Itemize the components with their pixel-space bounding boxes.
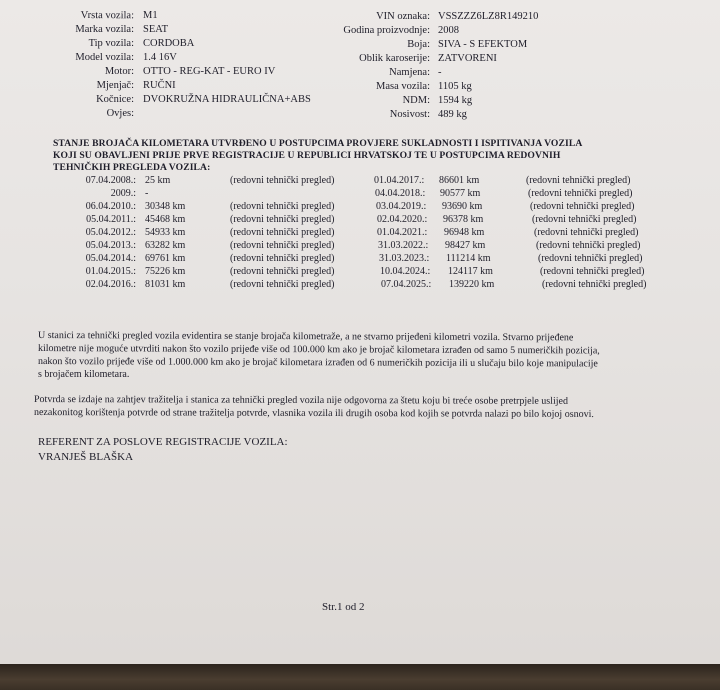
reading-km: 96378 km [443, 214, 484, 225]
label-godina-proizvodnje: Godina proizvodnje: [343, 25, 430, 36]
value-mjenjac: RUČNI [143, 80, 176, 91]
reading-type: (redovni tehnički pregled) [230, 214, 335, 225]
label-namjena: Namjena: [389, 67, 430, 78]
reading-type: (redovni tehnički pregled) [540, 266, 645, 277]
reading-type: (redovni tehnički pregled) [530, 201, 635, 212]
reading-km: 139220 km [449, 279, 495, 290]
reading-date: 05.04.2012.: [85, 227, 136, 238]
reading-type: (redovni tehnički pregled) [230, 175, 335, 186]
section-title-line: KOJI SU OBAVLJENI PRIJE PRVE REGISTRACIJE U REPUBLICI HRVATSKOJ TE U POSTUPCIMA REDOVNIH [53, 150, 561, 161]
reading-km: 75226 km [145, 266, 186, 277]
reading-type: (redovni tehnički pregled) [230, 266, 335, 277]
reading-type: (redovni tehnički pregled) [532, 214, 637, 225]
reading-km: 25 km [145, 175, 171, 186]
table-surface [0, 664, 720, 690]
value-godina-proizvodnje: 2008 [438, 25, 459, 36]
reading-date: 04.04.2018.: [375, 188, 426, 199]
reading-km: 30348 km [145, 201, 186, 212]
reading-km: 63282 km [145, 240, 186, 251]
reading-date: 02.04.2020.: [377, 214, 428, 225]
reading-date: 07.04.2025.: [381, 279, 432, 290]
value-vin: VSSZZZ6LZ8R149210 [438, 11, 539, 22]
label-marka-vozila: Marka vozila: [75, 24, 134, 35]
value-nosivost: 489 kg [438, 109, 467, 120]
label-ovjes: Ovjes: [106, 108, 134, 119]
reading-date: 03.04.2019.: [376, 201, 427, 212]
value-boja: SIVA - S EFEKTOM [438, 39, 528, 50]
value-namjena: - [438, 67, 442, 78]
reading-date: 05.04.2014.: [85, 253, 136, 264]
reading-date: 31.03.2022.: [378, 240, 429, 251]
reading-km: 111214 km [446, 253, 491, 264]
reading-km: - [145, 188, 149, 199]
reading-date: 01.04.2021.: [377, 227, 428, 238]
reading-date: 05.04.2013.: [85, 240, 136, 251]
reading-km: 124117 km [448, 266, 493, 277]
reading-type: (redovni tehnički pregled) [538, 253, 643, 264]
reading-date: 01.04.2017.: [374, 175, 425, 186]
reading-date: 07.04.2008.: [85, 175, 136, 186]
value-oblik-karoserije: ZATVORENI [438, 53, 497, 64]
label-masa-vozila: Masa vozila: [376, 81, 430, 92]
paragraph-line: s brojačem kilometara. [38, 369, 130, 380]
reading-type: (redovni tehnički pregled) [542, 279, 647, 290]
signature-role: REFERENT ZA POSLOVE REGISTRACIJE VOZILA: [38, 436, 288, 448]
reading-km: 69761 km [145, 253, 186, 264]
value-tip-vozila: CORDOBA [143, 38, 195, 49]
value-marka-vozila: SEAT [143, 24, 169, 35]
reading-date: 02.04.2016.: [85, 279, 136, 290]
reading-km: 54933 km [145, 227, 186, 238]
reading-date: 06.04.2010.: [85, 201, 136, 212]
reading-date: 10.04.2024.: [380, 266, 431, 277]
reading-date: 05.04.2011.: [86, 214, 136, 225]
label-nosivost: Nosivost: [389, 109, 430, 120]
reading-date: 31.03.2023.: [379, 253, 430, 264]
section-title-line: STANJE BROJAČA KILOMETARA UTVRĐENO U POSTUPCIMA PROVJERE SUKLADNOSTI I ISPITIVANJA VOZILA [53, 138, 583, 149]
reading-type: (redovni tehnički pregled) [230, 201, 335, 212]
label-motor: Motor: [104, 66, 134, 77]
reading-km: 81031 km [145, 279, 186, 290]
reading-km: 93690 km [442, 201, 483, 212]
value-vrsta-vozila: M1 [143, 10, 158, 21]
value-motor: OTTO - REG-KAT - EURO IV [143, 66, 276, 77]
label-boja: Boja: [407, 39, 430, 50]
reading-type: (redovni tehnički pregled) [230, 227, 335, 238]
label-tip-vozila: Tip vozila: [88, 38, 134, 49]
label-vin: VIN oznaka: [376, 11, 430, 22]
section-title-line: TEHNIČKIH PREGLEDA VOZILA: [53, 162, 211, 173]
reading-type: (redovni tehnički pregled) [528, 188, 633, 199]
value-model-vozila: 1.4 16V [143, 52, 177, 63]
reading-type: (redovni tehnički pregled) [526, 175, 631, 186]
label-oblik-karoserije: Oblik karoserije: [359, 53, 430, 64]
value-kocnice: DVOKRUŽNA HIDRAULIČNA+ABS [143, 94, 311, 105]
reading-type: (redovni tehnički pregled) [230, 240, 335, 251]
label-mjenjac: Mjenjač: [96, 80, 134, 91]
paragraph-line: kilometre nije moguće utvrditi nakon što vozilo prijeđe više od 100.000 km ako je brojač kilometara izrađen od samo 5 numeričkih pozicija, [37, 343, 600, 357]
label-model-vozila: Model vozila: [75, 52, 134, 63]
paragraph-line: U stanici za tehnički pregled vozila evidentira se stanje brojača kilometraže, a ne stvarno prijeđeni kilometri vozila. Stvarno prijeđene [37, 330, 574, 344]
value-masa-vozila: 1105 kg [438, 81, 472, 92]
paragraph-line: nezakonitog korištenja potvrde od strane tražitelja potvrde, vlasnika vozila ili drugih osoba kod kojih se potvrda nalazi po bilo kojoj osnovi. [33, 407, 594, 420]
reading-type: (redovni tehnički pregled) [534, 227, 639, 238]
paragraph-line: nakon što vozilo prijeđe više od 1.000.000 km ako je brojač kilometara izrađen od 6 numeričkih pozicija ili u slučaju bilo koje manipulacije [37, 356, 598, 370]
signature-name: VRANJEŠ BLAŠKA [38, 451, 134, 463]
reading-km: 96948 km [444, 227, 485, 238]
reading-date: 2009.: [110, 188, 136, 199]
value-ndm: 1594 kg [438, 95, 473, 106]
reading-type: (redovni tehnički pregled) [536, 240, 641, 251]
reading-km: 86601 km [439, 175, 480, 186]
label-vrsta-vozila: Vrsta vozila: [80, 10, 135, 22]
reading-km: 98427 km [445, 240, 486, 251]
label-kocnice: Kočnice: [96, 94, 134, 105]
reading-km: 90577 km [440, 188, 481, 199]
reading-km: 45468 km [145, 214, 186, 225]
label-ndm: NDM: [402, 95, 430, 106]
reading-type: (redovni tehnički pregled) [230, 253, 335, 264]
reading-date: 01.04.2015.: [85, 266, 136, 277]
page-number: Str.1 od 2 [322, 601, 365, 613]
paragraph-line: Potvrda se izdaje na zahtjev tražitelja i stanica za tehnički pregled vozila nije odgovorna za štetu koju bi treće osobe pretrpjele uslijed [33, 394, 568, 407]
reading-type: (redovni tehnički pregled) [230, 279, 335, 290]
